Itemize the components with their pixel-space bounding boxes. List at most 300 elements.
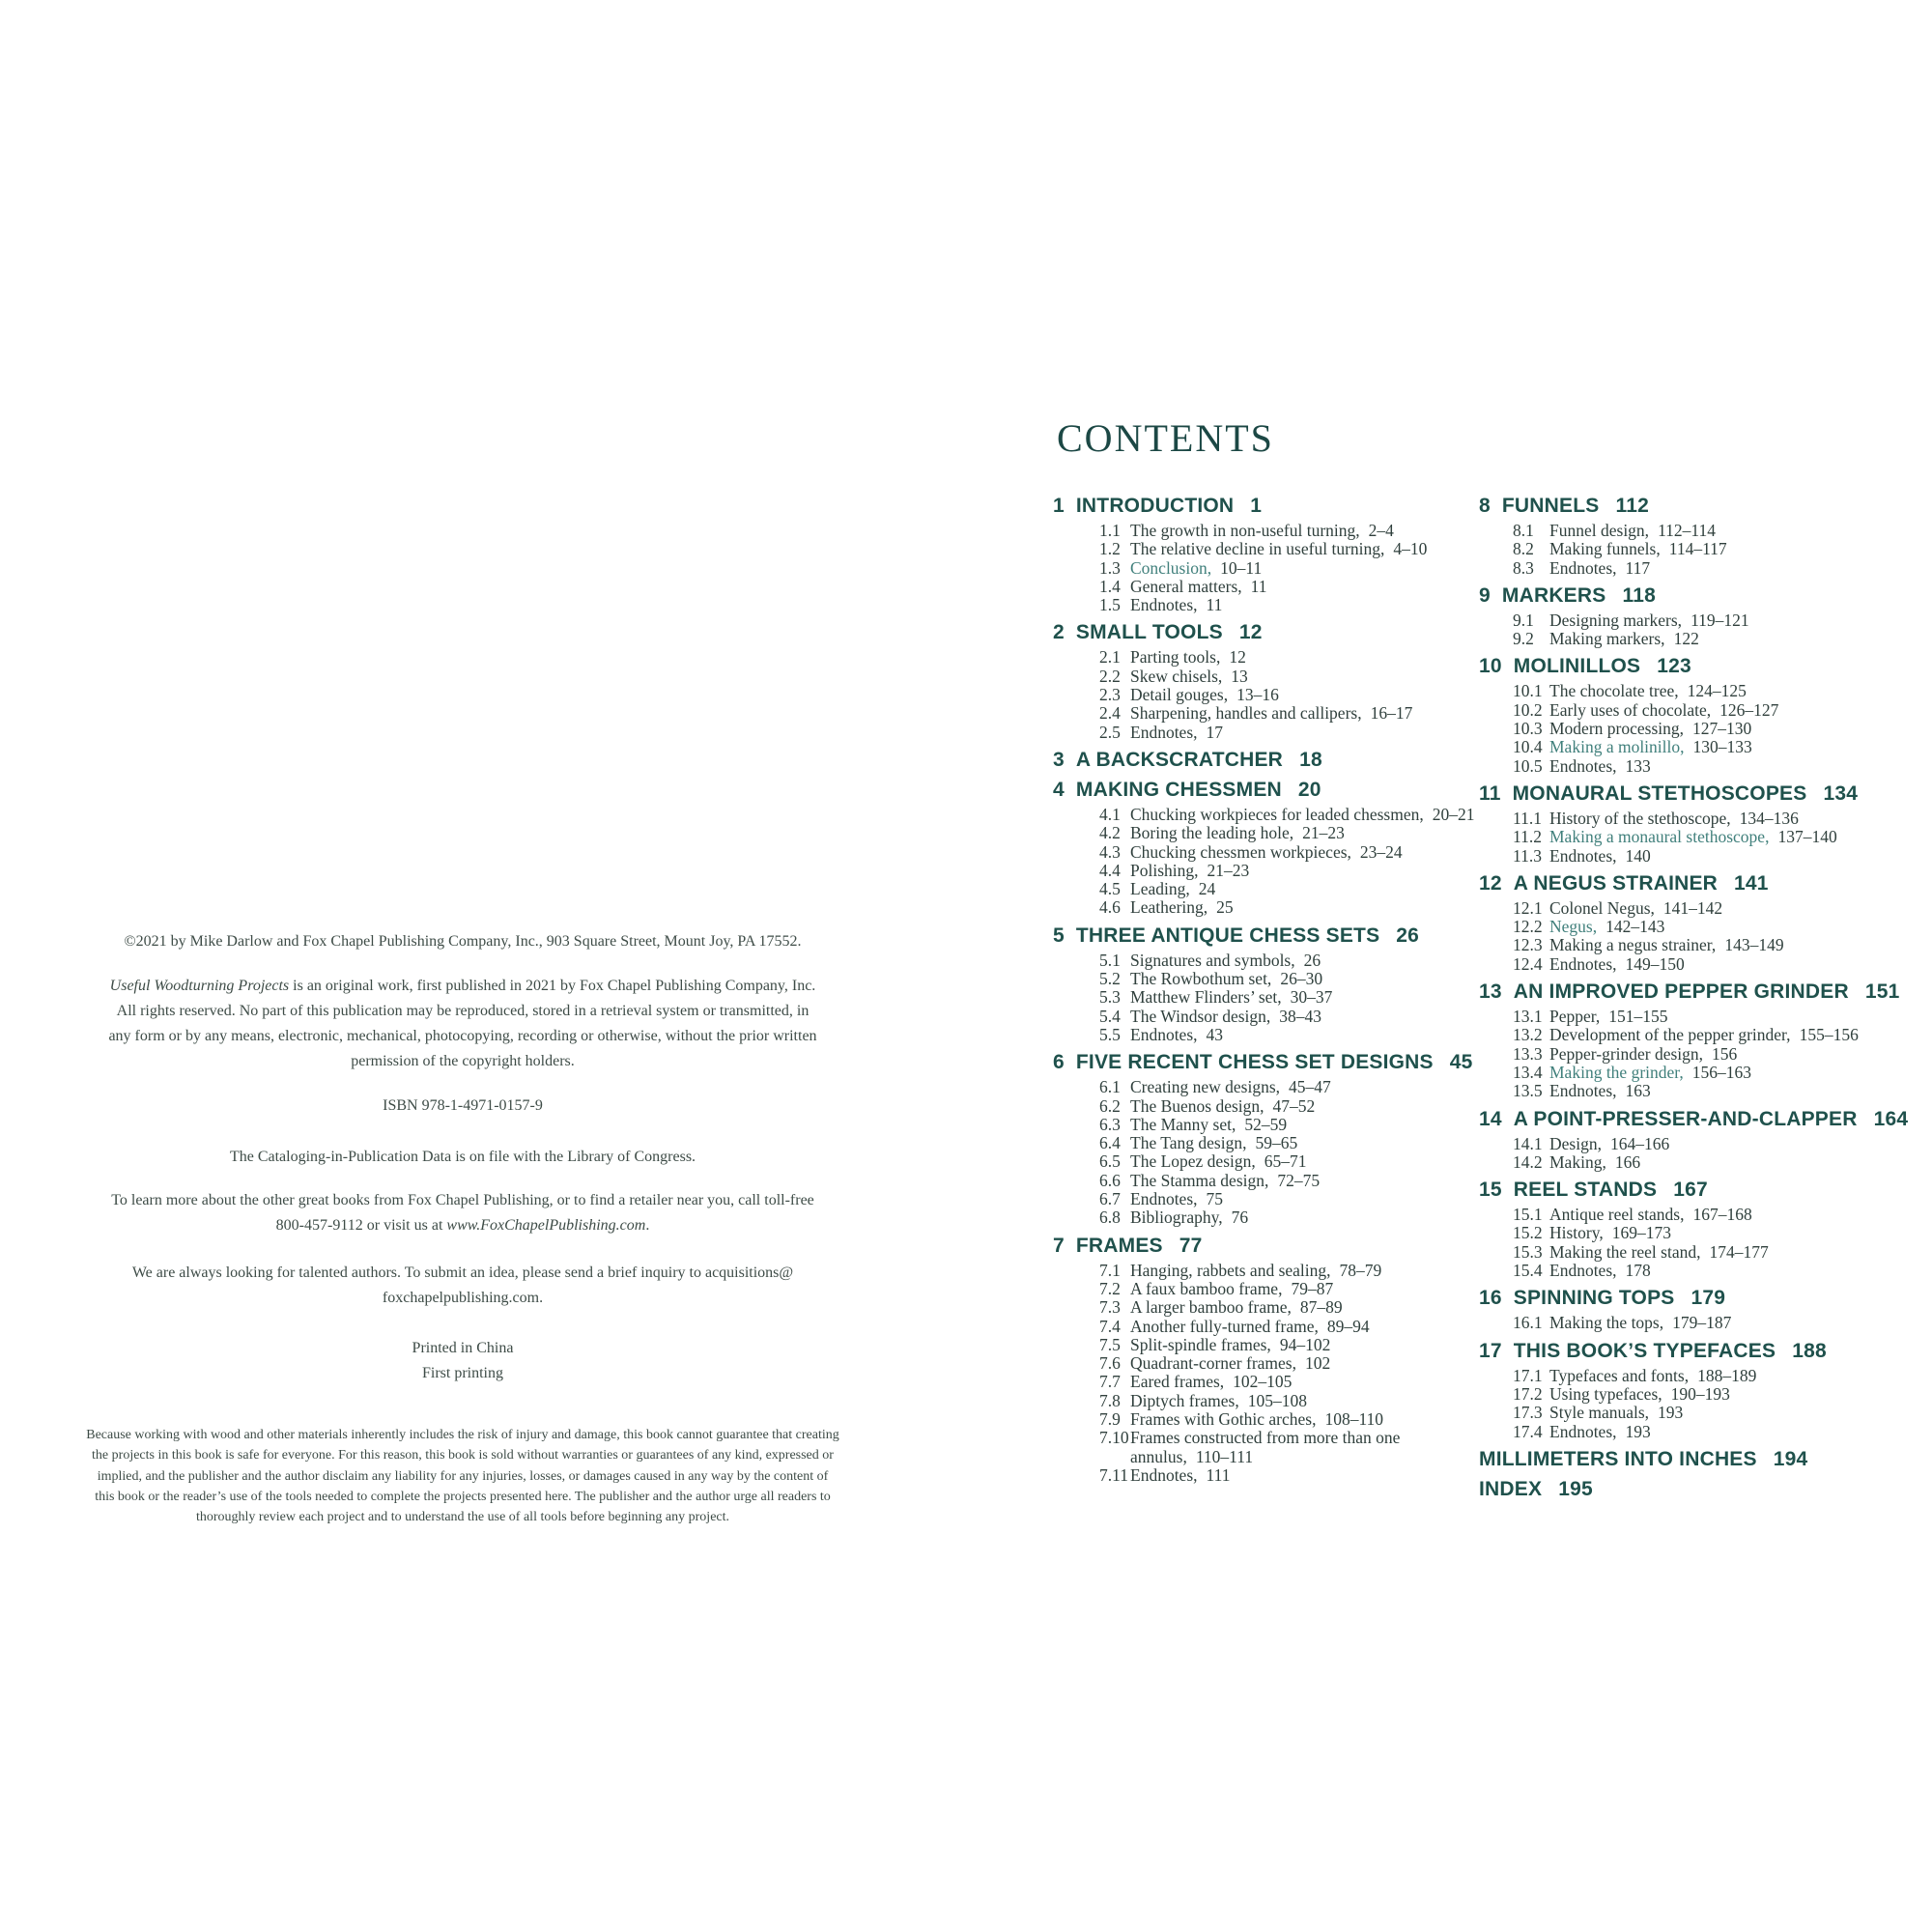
toc-entry-number: 5.5 — [1099, 1024, 1121, 1044]
toc-chapter-title: MILLIMETERS INTO INCHES — [1479, 1447, 1757, 1470]
toc-entry-number: 15.1 — [1513, 1205, 1543, 1225]
toc-entry-number: 10.1 — [1513, 681, 1543, 701]
toc-entry-label: Endnotes, — [1130, 1024, 1198, 1044]
disclaimer-line-3: implied, and the publisher and the author disclaim any liability for any injuries, losses, or damages caused in any way by the content of — [97, 1468, 829, 1484]
toc-entry — [1053, 880, 1517, 898]
toc-entry-pages: 117 — [1625, 557, 1651, 578]
toc-chapter-heading — [1053, 1050, 1517, 1074]
toc-entry-label: Making funnels, — [1549, 539, 1661, 559]
toc-entry-number: 1.5 — [1099, 595, 1121, 615]
toc-entry-pages: 164–166 — [1609, 1133, 1670, 1153]
toc-entry-label: Endnotes, — [1549, 557, 1617, 578]
toc-chapter-title: MARKERS — [1501, 583, 1606, 607]
toc-entry-number: 9.1 — [1513, 610, 1534, 630]
toc-entry-label: Modern processing, — [1549, 719, 1685, 739]
toc-entry-pages: 11 — [1250, 576, 1267, 596]
toc-chapter-title: FRAMES — [1075, 1234, 1163, 1257]
toc-entry — [1053, 1392, 1517, 1410]
toc-entry-number: 8.3 — [1513, 557, 1534, 578]
toc-entry-number: 10.5 — [1513, 755, 1543, 776]
toc-entry — [1479, 682, 1932, 700]
toc-entry-number: 11.3 — [1513, 845, 1542, 866]
toc-entry-number: 6.1 — [1099, 1077, 1121, 1097]
toc-entry-pages: 16–17 — [1370, 703, 1413, 724]
toc-entry — [1053, 540, 1517, 558]
toc-entry-number: 13.5 — [1513, 1081, 1543, 1101]
toc-entry-pages: 140 — [1625, 845, 1651, 866]
toc-entry-label: The Tang design, — [1130, 1133, 1247, 1153]
toc-entry-pages: 43 — [1206, 1024, 1224, 1044]
toc-entry-label: annulus, — [1130, 1446, 1187, 1466]
toc-chapter-page: 18 — [1299, 748, 1322, 771]
toc-entry — [1479, 757, 1932, 776]
toc-entry — [1053, 843, 1517, 862]
toc-entry-number: 7.3 — [1099, 1297, 1121, 1318]
toc-entry — [1479, 720, 1932, 738]
toc-entry-number: 6.8 — [1099, 1208, 1121, 1228]
toc-chapter-page: 134 — [1823, 781, 1859, 805]
toc-entry-label: History, — [1549, 1223, 1604, 1243]
toc-entry-number: 5.4 — [1099, 1006, 1121, 1026]
learn-more-line-2: 800-457-9112 or visit us at — [275, 1217, 447, 1234]
toc-entry-number: 7.7 — [1099, 1372, 1121, 1392]
toc-chapter — [1479, 1107, 1932, 1173]
printed-in: Printed in China — [412, 1340, 514, 1356]
toc-entry-pages: 137–140 — [1777, 827, 1837, 847]
toc-entry-label: The Windsor design, — [1130, 1006, 1271, 1026]
toc-entry-pages: 45–47 — [1289, 1077, 1331, 1097]
toc-entry — [1053, 898, 1517, 917]
toc-chapter-number: 8 — [1479, 495, 1491, 517]
toc-entry-label: Endnotes, — [1549, 1081, 1617, 1101]
toc-entry-label: Colonel Negus, — [1549, 897, 1655, 918]
toc-entry — [1053, 988, 1517, 1007]
rights-line-3: any form or by any means, electronic, mechanical, photocopying, recording or otherwise, without the prior written — [108, 1028, 817, 1044]
toc-entry — [1053, 1152, 1517, 1171]
toc-chapter-number: 2 — [1053, 621, 1065, 644]
toc-entry-label: Antique reel stands, — [1549, 1205, 1685, 1225]
toc-entry — [1053, 1172, 1517, 1190]
toc-chapter — [1053, 620, 1517, 741]
toc-entry-label: Creating new designs, — [1130, 1077, 1281, 1097]
toc-entry-label: Diptych frames, — [1130, 1390, 1239, 1410]
toc-entry — [1479, 1367, 1932, 1385]
toc-entry — [1479, 1135, 1932, 1153]
toc-entry-pages: 142–143 — [1605, 917, 1665, 937]
toc-entry-pages: 143–149 — [1724, 935, 1784, 955]
toc-chapter-heading — [1479, 583, 1932, 608]
disclaimer-line-5: thoroughly review each project and to understand the use of all tools before beginning any project. — [195, 1510, 730, 1525]
toc-entry-label: Leading, — [1130, 879, 1190, 899]
toc-chapter-heading — [1479, 654, 1932, 678]
toc-entry-label: Endnotes, — [1130, 722, 1198, 742]
toc-entry-label: Making a molinillo, — [1549, 737, 1685, 757]
toc-chapter-number: 14 — [1479, 1107, 1502, 1130]
toc-entry — [1053, 648, 1517, 667]
toc-entry-label: Making the grinder, — [1549, 1062, 1684, 1082]
toc-chapter-heading — [1053, 923, 1517, 948]
toc-entry[interactable] — [1479, 738, 1932, 756]
first-printing: First printing — [421, 1365, 503, 1381]
toc-entry-number: 2.5 — [1099, 722, 1121, 742]
toc-entry-number: 8.2 — [1513, 539, 1534, 559]
toc-entry — [1053, 824, 1517, 842]
toc-entry — [1053, 724, 1517, 742]
toc-chapter-page: 188 — [1792, 1339, 1827, 1362]
toc-chapter — [1053, 923, 1517, 1044]
toc-entry-pages: 130–133 — [1692, 737, 1752, 757]
toc-chapter-title: INDEX — [1479, 1477, 1543, 1500]
learn-more-period: . — [645, 1217, 650, 1234]
toc-entry-pages: 52–59 — [1244, 1114, 1288, 1134]
toc-entry-label: The Stamma design, — [1130, 1170, 1269, 1190]
toc-entry-label: The Rowbothum set, — [1130, 969, 1272, 989]
toc-entry — [1479, 1153, 1932, 1172]
toc-entry-pages: 17 — [1206, 722, 1224, 742]
toc-entry-label: Matthew Flinders’ set, — [1130, 987, 1282, 1008]
toc-entry-label: Making the reel stand, — [1549, 1241, 1701, 1262]
toc-chapter-number: 10 — [1479, 655, 1502, 678]
toc-chapter-page: 123 — [1657, 655, 1691, 678]
toc-entry-label: Boring the leading hole, — [1130, 823, 1294, 843]
toc-entry-label: The growth in non-useful turning, — [1130, 521, 1360, 540]
toc-entry — [1479, 955, 1932, 974]
toc-chapter — [1053, 778, 1517, 918]
toc-entry — [1479, 540, 1932, 558]
rights-paragraph — [46, 974, 879, 1074]
toc-entry — [1479, 1385, 1932, 1404]
toc-entry — [1053, 596, 1517, 614]
toc-chapter-page: 194 — [1773, 1447, 1808, 1470]
toc-entry-pages: 13–16 — [1236, 685, 1279, 705]
toc-entry-label: A faux bamboo frame, — [1130, 1278, 1283, 1298]
toc-entry-pages: 133 — [1625, 755, 1651, 776]
toc-chapter-number: 13 — [1479, 980, 1502, 1004]
isbn-line: ISBN 978-1-4971-0157-9 — [383, 1097, 543, 1114]
toc-entry — [1053, 1373, 1517, 1391]
toc-entry-pages: 94–102 — [1279, 1334, 1331, 1354]
toc-chapter — [1479, 1477, 1932, 1501]
toc-chapter-number: 16 — [1479, 1287, 1502, 1310]
toc-entry — [1053, 862, 1517, 880]
toc-entry-pages: 24 — [1198, 879, 1216, 899]
toc-chapter-heading — [1479, 1286, 1932, 1310]
toc-chapter — [1479, 1178, 1932, 1280]
toc-chapter-title: A POINT-PRESSER-AND-CLAPPER — [1513, 1107, 1858, 1130]
toc-entry-label: Endnotes, — [1549, 1421, 1617, 1441]
toc-entry-label: Making a negus strainer, — [1549, 935, 1717, 955]
disclaimer-paragraph — [46, 1425, 879, 1527]
toc-chapter-heading — [1479, 1477, 1932, 1501]
toc-entry-pages: 190–193 — [1670, 1383, 1730, 1404]
toc-chapter-page: 20 — [1297, 778, 1321, 801]
toc-entry-number: 11.1 — [1513, 808, 1542, 828]
toc-entry-number: 17.1 — [1513, 1365, 1543, 1385]
toc-entry-label: Endnotes, — [1549, 845, 1617, 866]
toc-entry-pages: 151–155 — [1608, 1007, 1668, 1027]
toc-entry — [1053, 1134, 1517, 1152]
toc-chapter-number: 17 — [1479, 1339, 1502, 1362]
toc-entry — [1053, 1008, 1517, 1026]
toc-entry-pages: 102 — [1305, 1353, 1331, 1374]
toc-entry-number: 13.3 — [1513, 1043, 1543, 1064]
printing-block — [46, 1336, 879, 1386]
toc-entry — [1053, 1429, 1517, 1447]
toc-chapter-title: MAKING CHESSMEN — [1075, 778, 1282, 801]
toc-chapter-number: 12 — [1479, 871, 1502, 895]
toc-entry-number: 12.1 — [1513, 897, 1543, 918]
toc-chapter-title: AN IMPROVED PEPPER GRINDER — [1513, 980, 1849, 1004]
toc-entry-label: History of the stethoscope, — [1549, 808, 1731, 828]
toc-entry-pages: 26 — [1303, 950, 1321, 970]
toc-entry-label: Quadrant-corner frames, — [1130, 1353, 1296, 1374]
toc-chapter-title: REEL STANDS — [1513, 1179, 1658, 1202]
toc-entry-label: Endnotes, — [1549, 1261, 1617, 1281]
toc-entry-label: Split-spindle frames, — [1130, 1334, 1271, 1354]
toc-chapter-page: 141 — [1734, 871, 1769, 895]
toc-entry[interactable] — [1479, 828, 1932, 846]
toc-entry-label: A larger bamboo frame, — [1130, 1297, 1292, 1318]
toc-entry-number: 4.4 — [1099, 860, 1121, 880]
toc-entry — [1053, 686, 1517, 704]
toc-entry — [1479, 1314, 1932, 1332]
toc-entry-pages: 25 — [1216, 897, 1234, 918]
toc-entry-number: 6.3 — [1099, 1114, 1121, 1134]
toc-entry-label: Parting tools, — [1130, 647, 1221, 668]
toc-chapter — [1479, 654, 1932, 775]
disclaimer-line-1: Because working with wood and other materials inherently includes the risk of injury and damage, this book cannot guarantee that creating — [86, 1428, 839, 1442]
toc-chapter-page: 12 — [1238, 621, 1263, 644]
toc-entry — [1479, 701, 1932, 720]
toc-entry-pages: 174–177 — [1709, 1241, 1769, 1262]
toc-entry-pages: 72–75 — [1277, 1170, 1321, 1190]
toc-chapter-page: 179 — [1690, 1287, 1726, 1310]
toc-entry-number: 7.9 — [1099, 1408, 1121, 1429]
toc-chapter-heading — [1053, 778, 1517, 802]
toc-entry-number: 10.4 — [1513, 737, 1543, 757]
toc-entry-pages: 76 — [1231, 1208, 1249, 1228]
toc-entry-pages: 110–111 — [1195, 1446, 1254, 1466]
toc-entry — [1479, 1423, 1932, 1441]
toc-entry-label: Using typefaces, — [1549, 1383, 1662, 1404]
toc-entry-number: 17.3 — [1513, 1403, 1543, 1423]
toc-entry-label: Designing markers, — [1549, 610, 1683, 630]
toc-entry-pages: 2–4 — [1368, 521, 1394, 540]
toc-entry-label: Hanging, rabbets and sealing, — [1130, 1260, 1331, 1280]
toc-entry-pages: 179–187 — [1672, 1313, 1732, 1333]
toc-entry-label: Pepper-grinder design, — [1549, 1043, 1704, 1064]
toc-entry-number: 1.1 — [1099, 521, 1121, 540]
toc-entry-pages: 65–71 — [1264, 1151, 1307, 1172]
toc-entry-number: 2.1 — [1099, 647, 1121, 668]
toc-entry — [1479, 559, 1932, 578]
toc-entry-number: 7.8 — [1099, 1390, 1121, 1410]
toc-entry-number: 6.4 — [1099, 1133, 1121, 1153]
toc-entry-number: 16.1 — [1513, 1313, 1543, 1333]
toc-entry-label: Polishing, — [1130, 860, 1199, 880]
toc-chapter-page: 118 — [1622, 583, 1656, 607]
toc-entry-number: 4.3 — [1099, 841, 1121, 862]
toc-entry-label: Endnotes, — [1130, 595, 1198, 615]
toc-entry — [1053, 1190, 1517, 1208]
toc-entry — [1053, 806, 1517, 824]
toc-entry-number: 10.2 — [1513, 699, 1543, 720]
toc-entry-label: Development of the pepper grinder, — [1549, 1025, 1791, 1045]
toc-entry-number: 7.1 — [1099, 1260, 1121, 1280]
toc-entry-number: 11.2 — [1513, 827, 1542, 847]
toc-entry-number: 6.7 — [1099, 1189, 1121, 1209]
toc-entry-pages: 126–127 — [1719, 699, 1779, 720]
toc-chapter — [1479, 980, 1932, 1100]
learn-more-line-1: To learn more about the other great books from Fox Chapel Publishing, or to find a retailer near you, call toll-free — [111, 1192, 814, 1208]
toc-entry[interactable] — [1053, 559, 1517, 578]
toc-entry — [1053, 668, 1517, 686]
toc-entry-pages: 38–43 — [1279, 1006, 1322, 1026]
toc-entry-label: Making markers, — [1549, 629, 1665, 649]
toc-chapter — [1479, 1286, 1932, 1332]
toc-entry-label: Early uses of chocolate, — [1549, 699, 1712, 720]
toc-entry — [1053, 1318, 1517, 1336]
toc-entry — [1053, 952, 1517, 970]
toc-entry-number: 12.2 — [1513, 917, 1543, 937]
toc-entry — [1479, 1206, 1932, 1224]
toc-entry-label: Frames with Gothic arches, — [1130, 1408, 1317, 1429]
toc-entry-pages: 122 — [1673, 629, 1699, 649]
toc-entry-pages: 178 — [1625, 1261, 1651, 1281]
toc-entry — [1053, 1336, 1517, 1354]
toc-chapter — [1479, 494, 1932, 578]
toc-entry-number: 7.4 — [1099, 1316, 1121, 1336]
contents-title: CONTENTS — [1057, 416, 1274, 460]
toc-entry-label: Endnotes, — [1549, 953, 1617, 974]
authors-paragraph — [46, 1261, 879, 1311]
toc-entry-pages: 156 — [1712, 1043, 1738, 1064]
toc-entry-pages: 12 — [1229, 647, 1246, 668]
toc-entry-number: 13.1 — [1513, 1007, 1543, 1027]
toc-entry-number: 13.4 — [1513, 1062, 1543, 1082]
toc-chapter-heading — [1479, 1107, 1932, 1131]
toc-entry-number: 5.3 — [1099, 987, 1121, 1008]
toc-entry-pages: 188–189 — [1697, 1365, 1757, 1385]
toc-entry-pages: 20–21 — [1432, 804, 1475, 824]
toc-entry-label: Sharpening, handles and callipers, — [1130, 703, 1362, 724]
toc-entry-number: 1.2 — [1099, 539, 1121, 559]
toc-entry-number: 13.2 — [1513, 1025, 1543, 1045]
toc-chapter — [1053, 1234, 1517, 1486]
toc-entry-label: Chucking chessmen workpieces, — [1130, 841, 1351, 862]
authors-line-2: foxchapelpublishing.com. — [382, 1290, 544, 1306]
toc-entry-pages: 23–24 — [1359, 841, 1403, 862]
toc-entry-label: Making, — [1549, 1151, 1606, 1172]
toc-entry-pages: 30–37 — [1290, 987, 1333, 1008]
authors-line-1: We are always looking for talented authors. To submit an idea, please send a brief inquiry to acquisitions@ — [131, 1264, 794, 1281]
toc-entry-label: Making the tops, — [1549, 1313, 1664, 1333]
toc-entry — [1053, 1026, 1517, 1044]
toc-entry — [1053, 1208, 1517, 1227]
toc-entry[interactable] — [1479, 918, 1932, 936]
toc-entry — [1479, 1224, 1932, 1242]
toc-chapter — [1053, 1050, 1517, 1227]
toc-entry-number: 6.6 — [1099, 1170, 1121, 1190]
toc-entry-label: Leathering, — [1130, 897, 1208, 918]
toc-entry — [1053, 1354, 1517, 1373]
toc-chapter-number: 5 — [1053, 923, 1065, 947]
toc-column-2 — [1479, 494, 1932, 1507]
toc-entry-label: General matters, — [1130, 576, 1242, 596]
cataloging-line: The Cataloging-in-Publication Data is on file with the Library of Congress. — [229, 1149, 696, 1165]
toc-chapter-heading — [1479, 1447, 1932, 1471]
toc-entry — [1479, 1243, 1932, 1262]
toc-chapter-title: MONAURAL STETHOSCOPES — [1512, 781, 1807, 805]
toc-entry — [1053, 522, 1517, 540]
toc-entry-label: Making a monaural stethoscope, — [1549, 827, 1770, 847]
toc-entry-label: Another fully-turned frame, — [1130, 1316, 1319, 1336]
toc-entry-number: 7.2 — [1099, 1278, 1121, 1298]
toc-entry-pages: 169–173 — [1611, 1223, 1671, 1243]
toc-entry — [1479, 611, 1932, 630]
toc-entry[interactable] — [1479, 1064, 1932, 1082]
toc-entry — [1479, 630, 1932, 648]
toc-chapter-title: A BACKSCRATCHER — [1075, 748, 1284, 771]
toc-entry — [1479, 1045, 1932, 1064]
copyright-page — [46, 929, 879, 1527]
toc-entry-number: 1.4 — [1099, 576, 1121, 596]
toc-entry-label: The Lopez design, — [1130, 1151, 1256, 1172]
toc-entry-number: 4.5 — [1099, 879, 1121, 899]
toc-chapter-page: 45 — [1449, 1051, 1473, 1074]
toc-chapter-number: 7 — [1053, 1234, 1065, 1257]
toc-entry — [1479, 522, 1932, 540]
toc-entry — [1053, 1410, 1517, 1429]
toc-entry-pages: 193 — [1625, 1421, 1651, 1441]
toc-entry-label: The relative decline in useful turning, — [1130, 539, 1385, 559]
toc-entry-number: 5.2 — [1099, 969, 1121, 989]
learn-more-paragraph — [46, 1188, 879, 1238]
toc-entry-pages: 166 — [1614, 1151, 1641, 1172]
toc-chapter-title: THREE ANTIQUE CHESS SETS — [1075, 923, 1380, 947]
toc-chapter-heading — [1053, 620, 1517, 644]
toc-chapter-title: SMALL TOOLS — [1075, 621, 1223, 644]
toc-entry — [1053, 1298, 1517, 1317]
toc-entry — [1479, 899, 1932, 918]
toc-entry-label: Endnotes, — [1549, 755, 1617, 776]
toc-entry — [1479, 1008, 1932, 1026]
toc-chapter-heading — [1479, 1339, 1932, 1363]
toc-entry-pages: 155–156 — [1799, 1025, 1859, 1045]
toc-entry-label: The Buenos design, — [1130, 1095, 1264, 1116]
toc-chapter-page: 164 — [1873, 1107, 1909, 1130]
toc-entry-number: 8.1 — [1513, 521, 1534, 540]
toc-entry-pages: 4–10 — [1393, 539, 1428, 559]
toc-entry — [1053, 1280, 1517, 1298]
toc-entry — [1053, 1078, 1517, 1096]
toc-entry-pages: 89–94 — [1326, 1316, 1370, 1336]
toc-chapter-heading — [1479, 980, 1932, 1004]
disclaimer-line-4: this book or the reader’s use of the tools needed to complete the projects presented here. The publisher and the author urge all readers to — [95, 1489, 831, 1504]
toc-entry-pages: 102–105 — [1233, 1372, 1293, 1392]
toc-entry-number: 7.11 — [1099, 1464, 1128, 1485]
toc-entry-pages: 193 — [1658, 1403, 1684, 1423]
toc-entry-number: 4.6 — [1099, 897, 1121, 918]
toc-entry-pages: 134–136 — [1739, 808, 1799, 828]
toc-entry-label: Style manuals, — [1549, 1403, 1650, 1423]
toc-entry-number: 15.4 — [1513, 1261, 1543, 1281]
toc-entry-number: 17.4 — [1513, 1421, 1543, 1441]
toc-entry-label: Conclusion, — [1130, 557, 1212, 578]
toc-entry-number: 2.3 — [1099, 685, 1121, 705]
toc-entry — [1053, 1448, 1517, 1466]
toc-entry-label: Bibliography, — [1130, 1208, 1223, 1228]
